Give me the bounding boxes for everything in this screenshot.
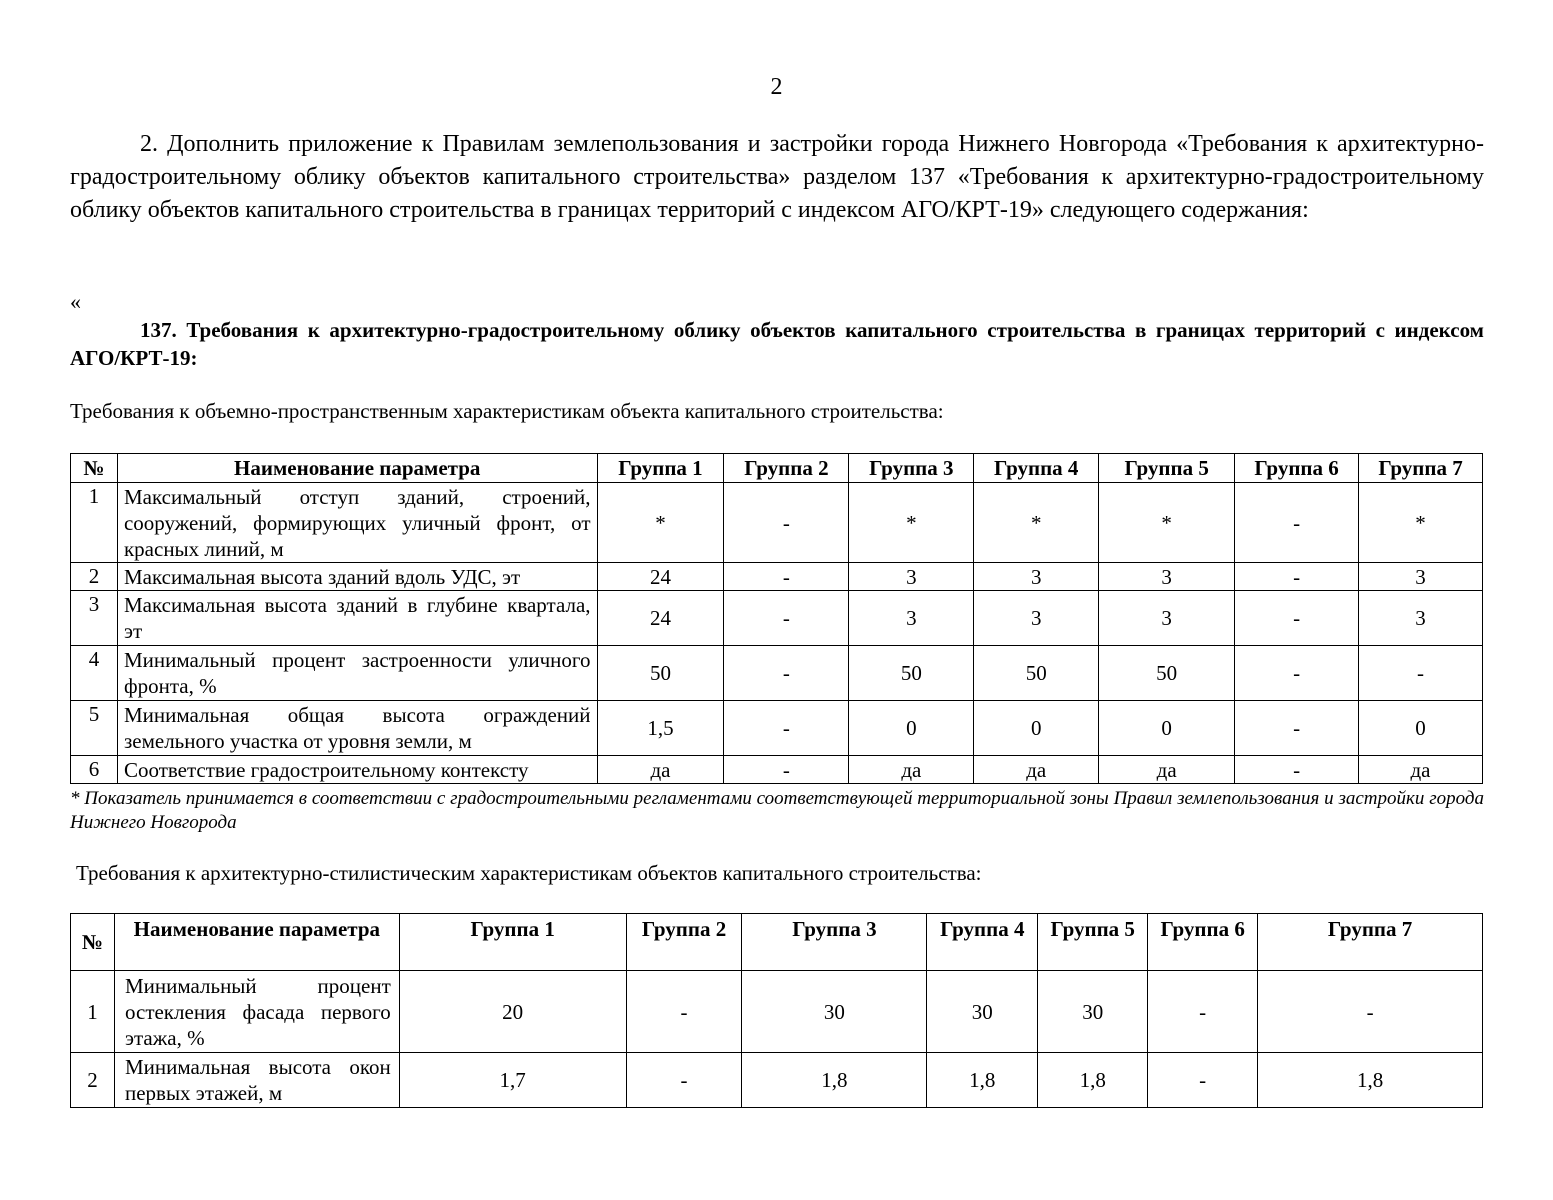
column-header: Группа 3	[849, 454, 974, 483]
table1-footnote: * Показатель принимается в соответствии с градостроительными регламентами соответствующей территориальной зоны Правил землепользования и застройки города Нижнего Новгорода	[70, 788, 1484, 833]
column-header: Группа 2	[724, 454, 849, 483]
table-cell: 0	[1359, 701, 1483, 756]
table-cell: да	[1099, 756, 1235, 784]
column-header: Группа 4	[927, 914, 1038, 971]
table-cell: 0	[974, 701, 1099, 756]
table-cell: 50	[1099, 646, 1235, 701]
parameter-name: Минимальный процент остекления фасада первого этажа, %	[114, 971, 399, 1053]
parameter-name: Соответствие градостроительному контексту	[117, 756, 597, 784]
column-header: Группа 4	[974, 454, 1099, 483]
table-cell: -	[724, 483, 849, 563]
table-row	[71, 563, 1483, 591]
table-cell: 3	[849, 591, 974, 646]
row-number: 2	[71, 563, 118, 591]
parameter-name: Максимальная высота зданий вдоль УДС, эт	[117, 563, 597, 591]
table-cell: 3	[849, 563, 974, 591]
table-cell: да	[974, 756, 1099, 784]
intro-paragraph: 2. Дополнить приложение к Правилам землепользования и застройки города Нижнего Новгорода «Требования к архитектурно-градостроительному облику объектов капитального строительства» разделом 137 «Требования к архитектурно-градостроительному облику объектов капитального строительства в границах территорий с индексом АГО/КРТ-19» следующего содержания:	[70, 131, 1484, 223]
row-number: 4	[71, 646, 118, 701]
column-header: Группа 7	[1258, 914, 1483, 971]
table-cell: -	[724, 591, 849, 646]
table-cell: 3	[1099, 563, 1235, 591]
table-cell: 1,8	[1038, 1053, 1148, 1108]
table-cell: 1,5	[597, 701, 724, 756]
table-cell: 3	[1359, 563, 1483, 591]
table-cell: 1,8	[1258, 1053, 1483, 1108]
table-cell: *	[1359, 483, 1483, 563]
table-cell: 3	[974, 563, 1099, 591]
table1-caption: Требования к объемно-пространственным характеристикам объекта капитального строительства:	[70, 399, 944, 423]
table-cell: *	[849, 483, 974, 563]
column-header: Наименование параметра	[114, 914, 399, 971]
table-cell: -	[724, 646, 849, 701]
column-header: Группа 5	[1099, 454, 1235, 483]
table-cell: -	[1148, 1053, 1258, 1108]
table-cell: да	[849, 756, 974, 784]
table-row	[71, 483, 1483, 563]
table-cell: -	[1235, 483, 1359, 563]
row-number: 6	[71, 756, 118, 784]
architectural-stylistic-requirements-table	[70, 913, 1483, 1108]
column-header: Группа 1	[399, 914, 626, 971]
table-header-row	[71, 914, 1483, 971]
table-cell: -	[1148, 971, 1258, 1053]
table-cell: 24	[597, 563, 724, 591]
table-cell: 30	[742, 971, 927, 1053]
page-number: 2	[770, 74, 783, 100]
row-number: 3	[71, 591, 118, 646]
table-cell: 30	[1038, 971, 1148, 1053]
table-cell: 0	[1099, 701, 1235, 756]
column-header: Группа 2	[626, 914, 742, 971]
table-cell: *	[974, 483, 1099, 563]
column-header: Группа 7	[1359, 454, 1483, 483]
table-row	[71, 646, 1483, 701]
table-cell: -	[626, 971, 742, 1053]
column-header: №	[71, 454, 118, 483]
table-cell: -	[1235, 591, 1359, 646]
table-cell: -	[1235, 646, 1359, 701]
table-cell: 50	[974, 646, 1099, 701]
table-cell: 3	[1099, 591, 1235, 646]
table-cell: да	[1359, 756, 1483, 784]
column-header: №	[71, 914, 115, 971]
table-cell: 1,7	[399, 1053, 626, 1108]
table-header-row	[71, 454, 1483, 483]
table-cell: 1,8	[742, 1053, 927, 1108]
table-cell: *	[597, 483, 724, 563]
table-cell: -	[724, 701, 849, 756]
column-header: Группа 1	[597, 454, 724, 483]
column-header: Наименование параметра	[117, 454, 597, 483]
row-number: 1	[71, 971, 115, 1053]
parameter-name: Максимальная высота зданий в глубине квартала, эт	[117, 591, 597, 646]
open-quote-mark: «	[70, 289, 81, 314]
table-cell: 50	[849, 646, 974, 701]
table-cell: -	[1258, 971, 1483, 1053]
parameter-name: Минимальная общая высота ограждений земельного участка от уровня земли, м	[117, 701, 597, 756]
table-cell: -	[1235, 756, 1359, 784]
table-cell: 3	[974, 591, 1099, 646]
table-row	[71, 591, 1483, 646]
table-cell: -	[1359, 646, 1483, 701]
table-cell: 20	[399, 971, 626, 1053]
row-number: 5	[71, 701, 118, 756]
table-cell: *	[1099, 483, 1235, 563]
table-row	[71, 971, 1483, 1053]
table-cell: да	[597, 756, 724, 784]
table-cell: -	[724, 756, 849, 784]
table-row	[71, 1053, 1483, 1108]
table-cell: 50	[597, 646, 724, 701]
row-number: 1	[71, 483, 118, 563]
table-row	[71, 701, 1483, 756]
parameter-name: Минимальная высота окон первых этажей, м	[114, 1053, 399, 1108]
column-header: Группа 5	[1038, 914, 1148, 971]
parameter-name: Максимальный отступ зданий, строений, сооружений, формирующих уличный фронт, от красных линий, м	[117, 483, 597, 563]
section-heading: 137. Требования к архитектурно-градостроительному облику объектов капитального строительства в границах территорий с индексом АГО/КРТ-19:	[70, 318, 1484, 370]
table-cell: 1,8	[927, 1053, 1038, 1108]
table-cell: 3	[1359, 591, 1483, 646]
table-cell: -	[626, 1053, 742, 1108]
parameter-name: Минимальный процент застроенности уличного фронта, %	[117, 646, 597, 701]
table-cell: 24	[597, 591, 724, 646]
table-cell: 30	[927, 971, 1038, 1053]
column-header: Группа 6	[1235, 454, 1359, 483]
column-header: Группа 3	[742, 914, 927, 971]
table-cell: -	[1235, 563, 1359, 591]
column-header: Группа 6	[1148, 914, 1258, 971]
table-cell: -	[724, 563, 849, 591]
table-row	[71, 756, 1483, 784]
volume-spatial-requirements-table	[70, 453, 1483, 784]
table-cell: 0	[849, 701, 974, 756]
row-number: 2	[71, 1053, 115, 1108]
table-cell: -	[1235, 701, 1359, 756]
table2-caption: Требования к архитектурно-стилистическим характеристикам объектов капитального строительства:	[76, 861, 982, 885]
